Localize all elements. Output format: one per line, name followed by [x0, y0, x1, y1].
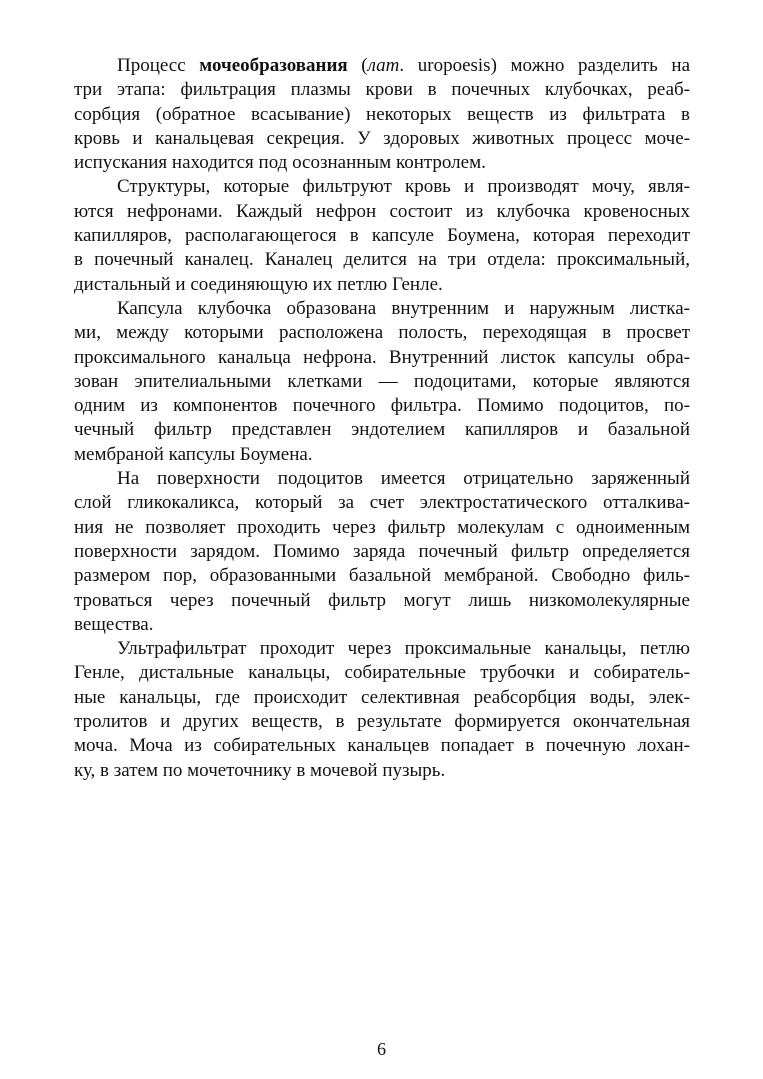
text-line: чечный фильтр представлен эндотелием капилляров и базальной [74, 419, 690, 441]
text-line: ные канальцы, где происходит селективная реабсорбция воды, элек- [74, 686, 690, 708]
text-line: зован эпителиальными клетками — подоцитами, которые являются [74, 370, 690, 392]
text-line: ку, в затем по мочеточнику в мочевой пузырь. [74, 759, 446, 781]
text-line: Капсула клубочка образована внутренним и наружным листка- [117, 297, 690, 319]
text-line: ми, между которыми расположена полость, переходящая в просвет [74, 322, 690, 344]
text-line: кровь и канальцевая секреция. У здоровых животных процесс моче- [74, 127, 690, 149]
text-line: моча. Моча из собирательных канальцев попадает в почечную лохан- [74, 735, 690, 757]
text-line: испускания находится под осознанным контролем. [74, 152, 486, 174]
text-line: На поверхности подоцитов имеется отрицательно заряженный [117, 468, 690, 490]
text-line: ния не позволяет проходить через фильтр молекулам с одноименным [74, 516, 690, 538]
document-body [74, 54, 690, 783]
text-line: поверхности зарядом. Помимо заряда почечный фильтр определяется [74, 540, 690, 562]
text-line: троваться через почечный фильтр могут лишь низкомолекулярные [74, 589, 690, 611]
bold-term: мочеобразования [199, 55, 348, 76]
text-line: тролитов и других веществ, в результате формируется окончательная [74, 711, 690, 733]
text-line: дистальный и соединяющую их петлю Генле. [74, 273, 443, 295]
text-line: три этапа: фильтрация плазмы крови в почечных клубочках, реаб- [74, 79, 690, 101]
paragraph-ultrafiltrate [74, 637, 690, 783]
text-line: проксимального канальца нефрона. Внутренний листок капсулы обра- [74, 346, 690, 368]
text-line [74, 54, 690, 78]
text-line: ются нефронами. Каждый нефрон состоит из клубочка кровеносных [74, 200, 690, 222]
text-segment: . uropoesis) можно разделить на [399, 55, 691, 76]
paragraph-podocytes [74, 467, 690, 637]
text-line: сорбция (обратное всасывание) некоторых веществ из фильтрата в [74, 103, 690, 125]
text-line: вещества. [74, 613, 154, 635]
text-line: в почечный каналец. Каналец делится на три отдела: проксимальный, [74, 249, 690, 271]
text-segment: Процесс [117, 55, 200, 76]
paragraph-capsule [74, 297, 690, 467]
italic-abbr: лат [367, 55, 400, 76]
text-line: Ультрафильтрат проходит через проксимальные канальцы, петлю [117, 638, 690, 660]
text-line: капилляров, располагающегося в капсуле Боумена, которая переходит [74, 225, 690, 247]
page-number: 6 [377, 1039, 386, 1059]
text-line: размером пор, образованными базальной мембраной. Свободно филь- [74, 565, 690, 587]
text-line: одним из компонентов почечного фильтра. Помимо подоцитов, по- [74, 395, 690, 417]
text-line: Структуры, которые фильтруют кровь и производят мочу, явля- [117, 176, 690, 198]
paragraph-mocheobrazovanie [74, 54, 690, 175]
paragraph-nephron-structure [74, 175, 690, 296]
text-segment: ( [347, 55, 368, 76]
text-line: Генле, дистальные канальцы, собирательные трубочки и собиратель- [74, 662, 690, 684]
text-line: мембраной капсулы Боумена. [74, 443, 313, 465]
text-line: слой гликокаликса, который за счет электростатического отталкива- [74, 492, 690, 514]
